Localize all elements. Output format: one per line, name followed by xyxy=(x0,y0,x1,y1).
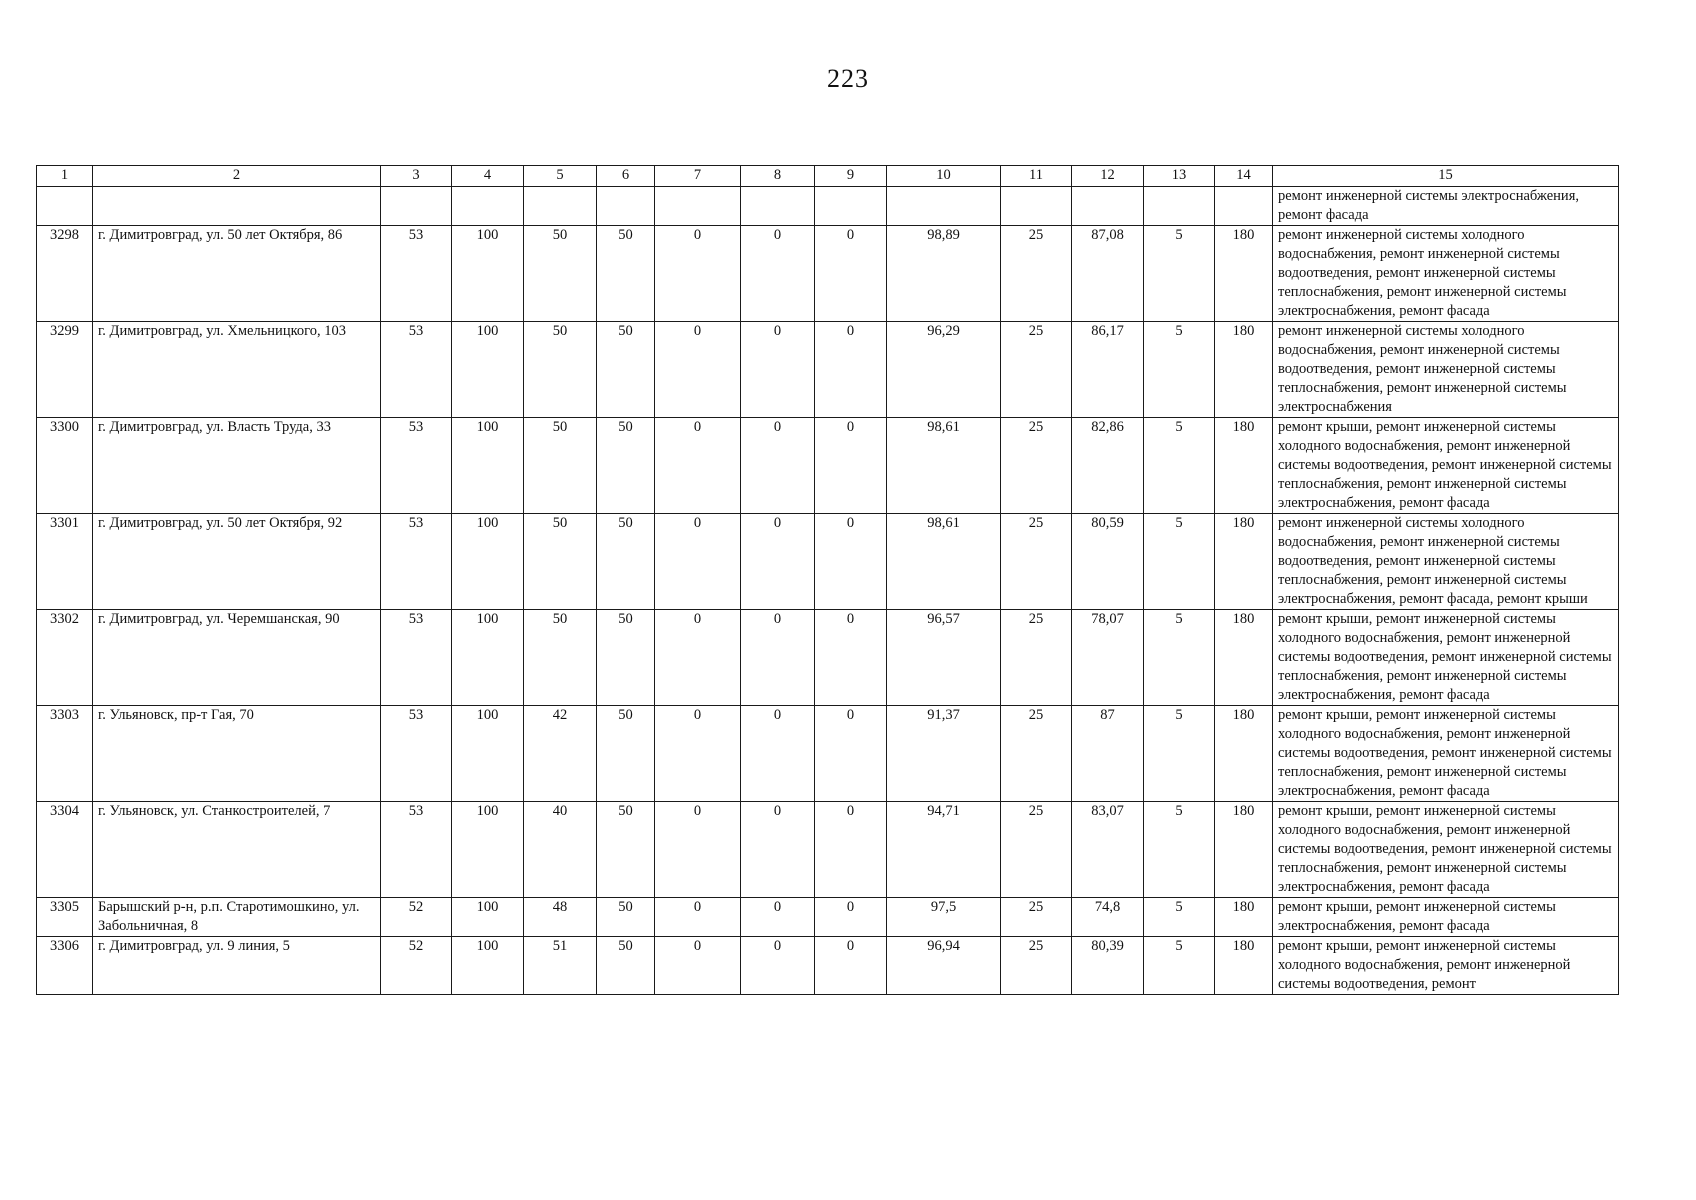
value-cell: 50 xyxy=(524,610,597,706)
row-id-cell: 3300 xyxy=(37,418,93,514)
value-cell: 42 xyxy=(524,706,597,802)
value-cell: 25 xyxy=(1001,322,1072,418)
column-header: 10 xyxy=(887,166,1001,187)
works-cell: ремонт инженерной системы холодного водоснабжения, ремонт инженерной системы водоотведения, ремонт инженерной системы теплоснабжения, ремонт инженерной системы электроснабжения, ремонт фасада xyxy=(1273,226,1619,322)
table-header xyxy=(37,166,1619,187)
address-cell: г. Ульяновск, ул. Станкостроителей, 7 xyxy=(93,802,381,898)
value-cell: 180 xyxy=(1215,514,1273,610)
empty-cell xyxy=(452,187,524,226)
works-cell: ремонт крыши, ремонт инженерной системы холодного водоснабжения, ремонт инженерной системы водоотведения, ремонт инженерной системы теплоснабжения, ремонт инженерной системы электроснабжения, ремонт фасада xyxy=(1273,610,1619,706)
row-id-cell: 3298 xyxy=(37,226,93,322)
value-cell: 100 xyxy=(452,802,524,898)
value-cell: 52 xyxy=(381,937,452,995)
value-cell: 53 xyxy=(381,226,452,322)
value-cell: 0 xyxy=(815,322,887,418)
page-number: 223 xyxy=(827,64,869,93)
value-cell: 0 xyxy=(655,937,741,995)
empty-cell xyxy=(381,187,452,226)
column-header: 6 xyxy=(597,166,655,187)
value-cell: 97,5 xyxy=(887,898,1001,937)
column-header: 3 xyxy=(381,166,452,187)
value-cell: 0 xyxy=(655,322,741,418)
value-cell: 50 xyxy=(597,610,655,706)
value-cell: 25 xyxy=(1001,706,1072,802)
column-header: 8 xyxy=(741,166,815,187)
value-cell: 180 xyxy=(1215,226,1273,322)
table-row xyxy=(37,706,1619,802)
empty-cell xyxy=(1001,187,1072,226)
value-cell: 50 xyxy=(597,322,655,418)
column-header: 1 xyxy=(37,166,93,187)
value-cell: 0 xyxy=(741,322,815,418)
value-cell: 53 xyxy=(381,418,452,514)
empty-cell xyxy=(815,187,887,226)
address-cell: г. Димитровград, ул. 9 линия, 5 xyxy=(93,937,381,995)
value-cell: 50 xyxy=(597,898,655,937)
value-cell: 0 xyxy=(815,418,887,514)
value-cell: 0 xyxy=(741,418,815,514)
empty-cell xyxy=(1144,187,1215,226)
address-cell: г. Димитровград, ул. 50 лет Октября, 92 xyxy=(93,514,381,610)
value-cell: 0 xyxy=(815,937,887,995)
column-header: 4 xyxy=(452,166,524,187)
address-cell: г. Димитровград, ул. Хмельницкого, 103 xyxy=(93,322,381,418)
works-cell: ремонт инженерной системы электроснабжения, ремонт фасада xyxy=(1273,187,1619,226)
value-cell: 50 xyxy=(597,937,655,995)
value-cell: 50 xyxy=(524,226,597,322)
address-cell: г. Димитровград, ул. Власть Труда, 33 xyxy=(93,418,381,514)
value-cell: 0 xyxy=(741,514,815,610)
value-cell: 100 xyxy=(452,418,524,514)
value-cell: 83,07 xyxy=(1072,802,1144,898)
value-cell: 50 xyxy=(524,418,597,514)
value-cell: 50 xyxy=(524,322,597,418)
empty-cell xyxy=(1215,187,1273,226)
value-cell: 86,17 xyxy=(1072,322,1144,418)
value-cell: 51 xyxy=(524,937,597,995)
table-body xyxy=(37,187,1619,995)
value-cell: 180 xyxy=(1215,322,1273,418)
value-cell: 53 xyxy=(381,610,452,706)
empty-cell xyxy=(93,187,381,226)
empty-cell xyxy=(887,187,1001,226)
value-cell: 0 xyxy=(815,802,887,898)
value-cell: 25 xyxy=(1001,418,1072,514)
value-cell: 100 xyxy=(452,610,524,706)
value-cell: 53 xyxy=(381,706,452,802)
value-cell: 25 xyxy=(1001,937,1072,995)
works-cell: ремонт крыши, ремонт инженерной системы холодного водоснабжения, ремонт инженерной системы водоотведения, ремонт инженерной системы теплоснабжения, ремонт инженерной системы электроснабжения, ремонт фасада xyxy=(1273,418,1619,514)
column-header: 7 xyxy=(655,166,741,187)
empty-cell xyxy=(597,187,655,226)
empty-cell xyxy=(37,187,93,226)
value-cell: 180 xyxy=(1215,802,1273,898)
table-row xyxy=(37,802,1619,898)
address-cell: Барышский р-н, р.п. Старотимошкино, ул. Забольничная, 8 xyxy=(93,898,381,937)
value-cell: 5 xyxy=(1144,802,1215,898)
works-cell: ремонт крыши, ремонт инженерной системы холодного водоснабжения, ремонт инженерной системы водоотведения, ремонт инженерной системы теплоснабжения, ремонт инженерной системы электроснабжения, ремонт фасада xyxy=(1273,706,1619,802)
value-cell: 50 xyxy=(524,514,597,610)
empty-cell xyxy=(655,187,741,226)
column-header: 12 xyxy=(1072,166,1144,187)
value-cell: 80,39 xyxy=(1072,937,1144,995)
value-cell: 0 xyxy=(741,802,815,898)
value-cell: 5 xyxy=(1144,898,1215,937)
value-cell: 25 xyxy=(1001,802,1072,898)
row-id-cell: 3306 xyxy=(37,937,93,995)
value-cell: 98,61 xyxy=(887,418,1001,514)
address-cell: г. Димитровград, ул. Черемшанская, 90 xyxy=(93,610,381,706)
value-cell: 180 xyxy=(1215,418,1273,514)
address-cell: г. Димитровград, ул. 50 лет Октября, 86 xyxy=(93,226,381,322)
works-cell: ремонт крыши, ремонт инженерной системы электроснабжения, ремонт фасада xyxy=(1273,898,1619,937)
value-cell: 96,94 xyxy=(887,937,1001,995)
column-header: 2 xyxy=(93,166,381,187)
row-id-cell: 3302 xyxy=(37,610,93,706)
value-cell: 0 xyxy=(815,898,887,937)
value-cell: 50 xyxy=(597,514,655,610)
value-cell: 180 xyxy=(1215,898,1273,937)
value-cell: 0 xyxy=(815,514,887,610)
value-cell: 0 xyxy=(815,610,887,706)
value-cell: 180 xyxy=(1215,706,1273,802)
address-cell: г. Ульяновск, пр-т Гая, 70 xyxy=(93,706,381,802)
works-cell: ремонт инженерной системы холодного водоснабжения, ремонт инженерной системы водоотведения, ремонт инженерной системы теплоснабжения, ремонт инженерной системы электроснабжения, ремонт фасада, ремонт крыши xyxy=(1273,514,1619,610)
value-cell: 25 xyxy=(1001,514,1072,610)
value-cell: 5 xyxy=(1144,937,1215,995)
value-cell: 0 xyxy=(815,226,887,322)
value-cell: 0 xyxy=(741,898,815,937)
value-cell: 53 xyxy=(381,802,452,898)
value-cell: 5 xyxy=(1144,418,1215,514)
row-id-cell: 3301 xyxy=(37,514,93,610)
column-header: 13 xyxy=(1144,166,1215,187)
works-cell: ремонт инженерной системы холодного водоснабжения, ремонт инженерной системы водоотведения, ремонт инженерной системы теплоснабжения, ремонт инженерной системы электроснабжения xyxy=(1273,322,1619,418)
column-header: 11 xyxy=(1001,166,1072,187)
value-cell: 180 xyxy=(1215,937,1273,995)
value-cell: 50 xyxy=(597,226,655,322)
value-cell: 180 xyxy=(1215,610,1273,706)
value-cell: 87 xyxy=(1072,706,1144,802)
empty-cell xyxy=(1072,187,1144,226)
value-cell: 5 xyxy=(1144,226,1215,322)
value-cell: 5 xyxy=(1144,514,1215,610)
value-cell: 82,86 xyxy=(1072,418,1144,514)
value-cell: 0 xyxy=(655,514,741,610)
table-row xyxy=(37,418,1619,514)
value-cell: 53 xyxy=(381,322,452,418)
column-header: 15 xyxy=(1273,166,1619,187)
value-cell: 5 xyxy=(1144,322,1215,418)
value-cell: 78,07 xyxy=(1072,610,1144,706)
works-cell: ремонт крыши, ремонт инженерной системы холодного водоснабжения, ремонт инженерной системы водоотведения, ремонт инженерной системы теплоснабжения, ремонт инженерной системы электроснабжения, ремонт фасада xyxy=(1273,802,1619,898)
value-cell: 0 xyxy=(815,706,887,802)
registry-table xyxy=(36,165,1619,995)
value-cell: 53 xyxy=(381,514,452,610)
value-cell: 98,89 xyxy=(887,226,1001,322)
value-cell: 96,57 xyxy=(887,610,1001,706)
value-cell: 40 xyxy=(524,802,597,898)
value-cell: 100 xyxy=(452,514,524,610)
value-cell: 0 xyxy=(741,937,815,995)
value-cell: 50 xyxy=(597,706,655,802)
table-row xyxy=(37,322,1619,418)
value-cell: 48 xyxy=(524,898,597,937)
column-header: 9 xyxy=(815,166,887,187)
value-cell: 87,08 xyxy=(1072,226,1144,322)
value-cell: 74,8 xyxy=(1072,898,1144,937)
value-cell: 0 xyxy=(655,418,741,514)
value-cell: 80,59 xyxy=(1072,514,1144,610)
value-cell: 52 xyxy=(381,898,452,937)
works-cell: ремонт крыши, ремонт инженерной системы холодного водоснабжения, ремонт инженерной системы водоотведения, ремонт xyxy=(1273,937,1619,995)
row-id-cell: 3299 xyxy=(37,322,93,418)
value-cell: 50 xyxy=(597,418,655,514)
value-cell: 100 xyxy=(452,322,524,418)
value-cell: 91,37 xyxy=(887,706,1001,802)
column-header: 5 xyxy=(524,166,597,187)
value-cell: 0 xyxy=(655,226,741,322)
value-cell: 0 xyxy=(741,706,815,802)
table-row xyxy=(37,226,1619,322)
table-row xyxy=(37,898,1619,937)
continuation-row xyxy=(37,187,1619,226)
empty-cell xyxy=(741,187,815,226)
column-header: 14 xyxy=(1215,166,1273,187)
value-cell: 94,71 xyxy=(887,802,1001,898)
table-row xyxy=(37,937,1619,995)
value-cell: 96,29 xyxy=(887,322,1001,418)
value-cell: 0 xyxy=(741,226,815,322)
value-cell: 50 xyxy=(597,802,655,898)
table-row xyxy=(37,514,1619,610)
row-id-cell: 3305 xyxy=(37,898,93,937)
value-cell: 100 xyxy=(452,226,524,322)
table-row xyxy=(37,610,1619,706)
value-cell: 5 xyxy=(1144,706,1215,802)
row-id-cell: 3303 xyxy=(37,706,93,802)
value-cell: 25 xyxy=(1001,610,1072,706)
header-row xyxy=(37,166,1619,187)
value-cell: 0 xyxy=(741,610,815,706)
value-cell: 25 xyxy=(1001,226,1072,322)
value-cell: 0 xyxy=(655,802,741,898)
value-cell: 0 xyxy=(655,706,741,802)
value-cell: 0 xyxy=(655,898,741,937)
empty-cell xyxy=(524,187,597,226)
value-cell: 98,61 xyxy=(887,514,1001,610)
value-cell: 25 xyxy=(1001,898,1072,937)
value-cell: 0 xyxy=(655,610,741,706)
row-id-cell: 3304 xyxy=(37,802,93,898)
value-cell: 100 xyxy=(452,706,524,802)
value-cell: 100 xyxy=(452,898,524,937)
value-cell: 100 xyxy=(452,937,524,995)
value-cell: 5 xyxy=(1144,610,1215,706)
